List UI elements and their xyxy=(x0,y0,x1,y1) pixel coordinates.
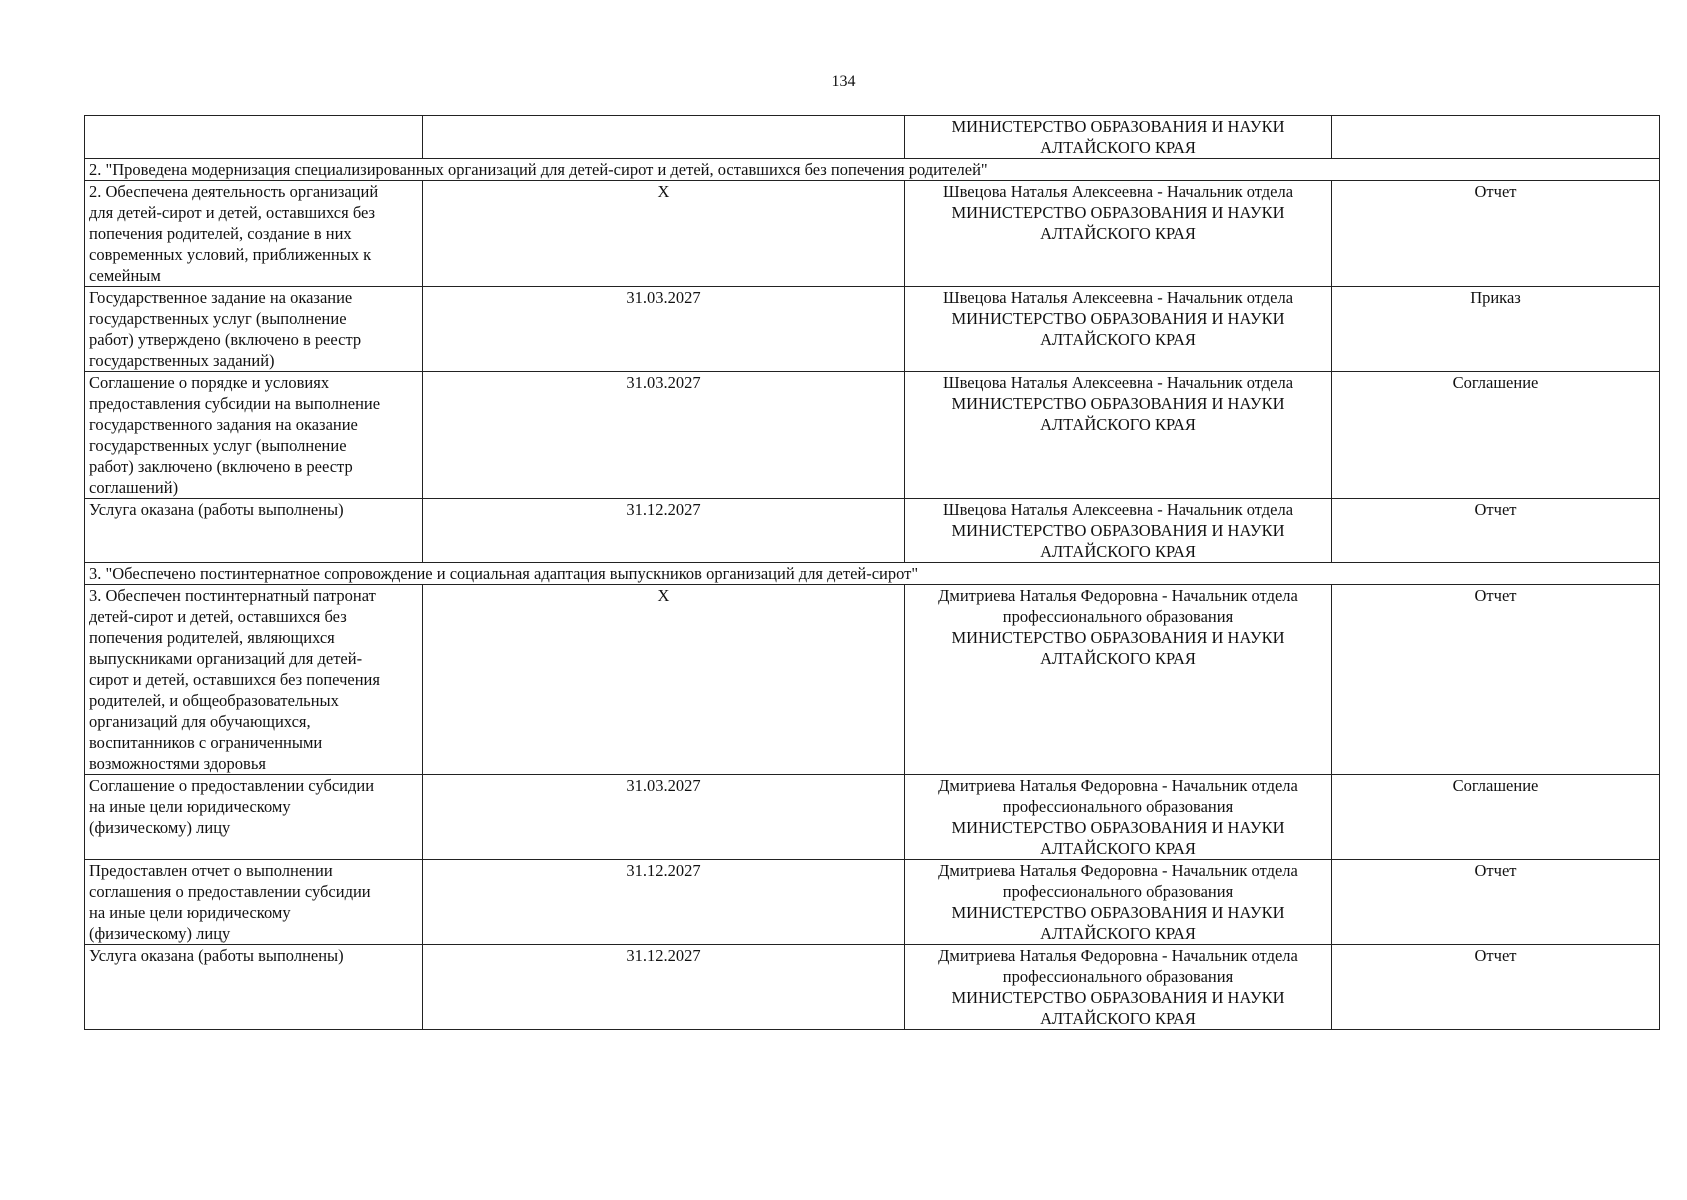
event-name-cell xyxy=(85,945,423,1030)
responsible-line: МИНИСТЕРСТВО ОБРАЗОВАНИЯ И НАУКИ xyxy=(951,628,1285,647)
responsible-line: МИНИСТЕРСТВО ОБРАЗОВАНИЯ И НАУКИ xyxy=(951,394,1285,413)
event-name-line: семейным xyxy=(89,266,161,285)
responsible-line: МИНИСТЕРСТВО ОБРАЗОВАНИЯ И НАУКИ xyxy=(951,818,1285,837)
event-name-line: государственных заданий) xyxy=(89,351,275,370)
responsible-cell xyxy=(905,775,1332,860)
responsible-cell xyxy=(905,499,1332,563)
event-name-line: на иные цели юридическому xyxy=(89,903,291,922)
event-name-line: работ) утверждено (включено в реестр xyxy=(89,330,362,349)
section-title: 3. "Обеспечено постинтернатное сопровождение и социальная адаптация выпускников организаций для детей-сирот" xyxy=(85,563,1660,585)
event-name-line: воспитанников с ограниченными xyxy=(89,733,323,752)
deadline-cell: X xyxy=(423,585,905,775)
responsible-line: Дмитриева Наталья Федоровна - Начальник отдела xyxy=(938,946,1298,965)
deadline-cell: 31.12.2027 xyxy=(423,945,905,1030)
responsible-cell xyxy=(905,860,1332,945)
deadline-cell: 31.03.2027 xyxy=(423,775,905,860)
table-row xyxy=(85,860,1660,945)
event-name-line: родителей, и общеобразовательных xyxy=(89,691,339,710)
responsible-line: АЛТАЙСКОГО КРАЯ xyxy=(1040,649,1196,668)
table-row xyxy=(85,775,1660,860)
document-type-cell xyxy=(1332,116,1660,159)
event-name-line: (физическому) лицу xyxy=(89,818,231,837)
responsible-line: Швецова Наталья Алексеевна - Начальник отдела xyxy=(942,182,1294,201)
document-type-cell: Отчет xyxy=(1332,945,1660,1030)
responsible-line: АЛТАЙСКОГО КРАЯ xyxy=(1040,330,1196,349)
event-name-line: государственных услуг (выполнение xyxy=(89,309,347,328)
responsible-cell xyxy=(905,116,1332,159)
event-name-line: попечения родителей, создание в них xyxy=(89,224,352,243)
event-name-cell xyxy=(85,181,423,287)
page-number: 134 xyxy=(831,73,856,90)
event-name-line: (физическому) лицу xyxy=(89,924,231,943)
responsible-cell xyxy=(905,181,1332,287)
document-type-cell: Приказ xyxy=(1332,287,1660,372)
event-name-line: соглашения о предоставлении субсидии xyxy=(89,882,371,901)
event-name-line: выпускниками организаций для детей- xyxy=(89,649,363,668)
responsible-line: МИНИСТЕРСТВО ОБРАЗОВАНИЯ И НАУКИ xyxy=(951,309,1285,328)
document-type-cell: Отчет xyxy=(1332,499,1660,563)
responsible-line: Дмитриева Наталья Федоровна - Начальник отдела xyxy=(938,776,1298,795)
event-name-line: Услуга оказана (работы выполнены) xyxy=(89,500,344,519)
event-name-line: соглашений) xyxy=(89,478,179,497)
responsible-line: АЛТАЙСКОГО КРАЯ xyxy=(1040,138,1196,157)
event-name-line: Государственное задание на оказание xyxy=(89,288,353,307)
event-name-line: сирот и детей, оставшихся без попечения xyxy=(89,670,380,689)
event-name-cell xyxy=(85,860,423,945)
responsible-line: профессионального образования xyxy=(1002,797,1234,816)
event-name-line: на иные цели юридическому xyxy=(89,797,291,816)
responsible-line: АЛТАЙСКОГО КРАЯ xyxy=(1040,1009,1196,1028)
event-name-cell xyxy=(85,372,423,499)
section-row xyxy=(85,563,1660,585)
document-type-cell: Соглашение xyxy=(1332,372,1660,499)
event-name-line: попечения родителей, являющихся xyxy=(89,628,335,647)
table-row xyxy=(85,116,1660,159)
responsible-line: АЛТАЙСКОГО КРАЯ xyxy=(1040,415,1196,434)
responsible-line: МИНИСТЕРСТВО ОБРАЗОВАНИЯ И НАУКИ xyxy=(951,988,1285,1007)
event-name-line: государственного задания на оказание xyxy=(89,415,358,434)
plan-table-body xyxy=(85,116,1660,1030)
document-type-cell: Отчет xyxy=(1332,860,1660,945)
responsible-line: профессионального образования xyxy=(1002,607,1234,626)
responsible-line: МИНИСТЕРСТВО ОБРАЗОВАНИЯ И НАУКИ xyxy=(951,203,1285,222)
section-title: 2. "Проведена модернизация специализированных организаций для детей-сирот и детей, оставшихся без попечения родителей" xyxy=(85,159,1660,181)
document-type-cell: Соглашение xyxy=(1332,775,1660,860)
responsible-line: Швецова Наталья Алексеевна - Начальник отдела xyxy=(942,500,1294,519)
deadline-cell: 31.12.2027 xyxy=(423,860,905,945)
responsible-cell xyxy=(905,945,1332,1030)
event-name-line: организаций для обучающихся, xyxy=(89,712,311,731)
responsible-line: МИНИСТЕРСТВО ОБРАЗОВАНИЯ И НАУКИ xyxy=(951,903,1285,922)
responsible-line: Швецова Наталья Алексеевна - Начальник отдела xyxy=(942,288,1294,307)
responsible-line: МИНИСТЕРСТВО ОБРАЗОВАНИЯ И НАУКИ xyxy=(951,521,1285,540)
table-row xyxy=(85,287,1660,372)
deadline-cell: X xyxy=(423,181,905,287)
deadline-cell: 31.12.2027 xyxy=(423,499,905,563)
event-name-line: возможностями здоровья xyxy=(89,754,266,773)
deadline-cell: 31.03.2027 xyxy=(423,287,905,372)
event-name-cell xyxy=(85,499,423,563)
event-name-line: предоставления субсидии на выполнение xyxy=(89,394,381,413)
event-name-cell xyxy=(85,775,423,860)
event-name-line: 2. Обеспечена деятельность организаций xyxy=(89,182,379,201)
deadline-cell: 31.03.2027 xyxy=(423,372,905,499)
responsible-line: АЛТАЙСКОГО КРАЯ xyxy=(1040,542,1196,561)
responsible-line: Швецова Наталья Алексеевна - Начальник отдела xyxy=(942,373,1294,392)
event-name-cell xyxy=(85,585,423,775)
table-row xyxy=(85,945,1660,1030)
responsible-line: профессионального образования xyxy=(1002,882,1234,901)
document-type-cell: Отчет xyxy=(1332,585,1660,775)
section-row xyxy=(85,159,1660,181)
event-name-line: государственных услуг (выполнение xyxy=(89,436,347,455)
responsible-line: Дмитриева Наталья Федоровна - Начальник отдела xyxy=(938,861,1298,880)
event-name-cell xyxy=(85,287,423,372)
responsible-line: профессионального образования xyxy=(1002,967,1234,986)
responsible-line: АЛТАЙСКОГО КРАЯ xyxy=(1040,839,1196,858)
deadline-cell xyxy=(423,116,905,159)
event-name-line: работ) заключено (включено в реестр xyxy=(89,457,353,476)
event-name-cell xyxy=(85,116,423,159)
responsible-line: АЛТАЙСКОГО КРАЯ xyxy=(1040,924,1196,943)
responsible-line: Дмитриева Наталья Федоровна - Начальник отдела xyxy=(938,586,1298,605)
document-type-cell: Отчет xyxy=(1332,181,1660,287)
event-name-line: детей-сирот и детей, оставшихся без xyxy=(89,607,347,626)
event-name-line: современных условий, приближенных к xyxy=(89,245,372,264)
table-row xyxy=(85,585,1660,775)
responsible-cell xyxy=(905,372,1332,499)
table-row xyxy=(85,499,1660,563)
responsible-line: МИНИСТЕРСТВО ОБРАЗОВАНИЯ И НАУКИ xyxy=(951,117,1285,136)
event-name-line: 3. Обеспечен постинтернатный патронат xyxy=(89,586,376,605)
event-name-line: Услуга оказана (работы выполнены) xyxy=(89,946,344,965)
responsible-cell xyxy=(905,585,1332,775)
plan-table xyxy=(84,115,1660,1030)
event-name-line: Соглашение о предоставлении субсидии xyxy=(89,776,375,795)
table-row xyxy=(85,181,1660,287)
responsible-line: АЛТАЙСКОГО КРАЯ xyxy=(1040,224,1196,243)
table-row xyxy=(85,372,1660,499)
responsible-cell xyxy=(905,287,1332,372)
event-name-line: Соглашение о порядке и условиях xyxy=(89,373,330,392)
event-name-line: Предоставлен отчет о выполнении xyxy=(89,861,333,880)
event-name-line: для детей-сирот и детей, оставшихся без xyxy=(89,203,376,222)
